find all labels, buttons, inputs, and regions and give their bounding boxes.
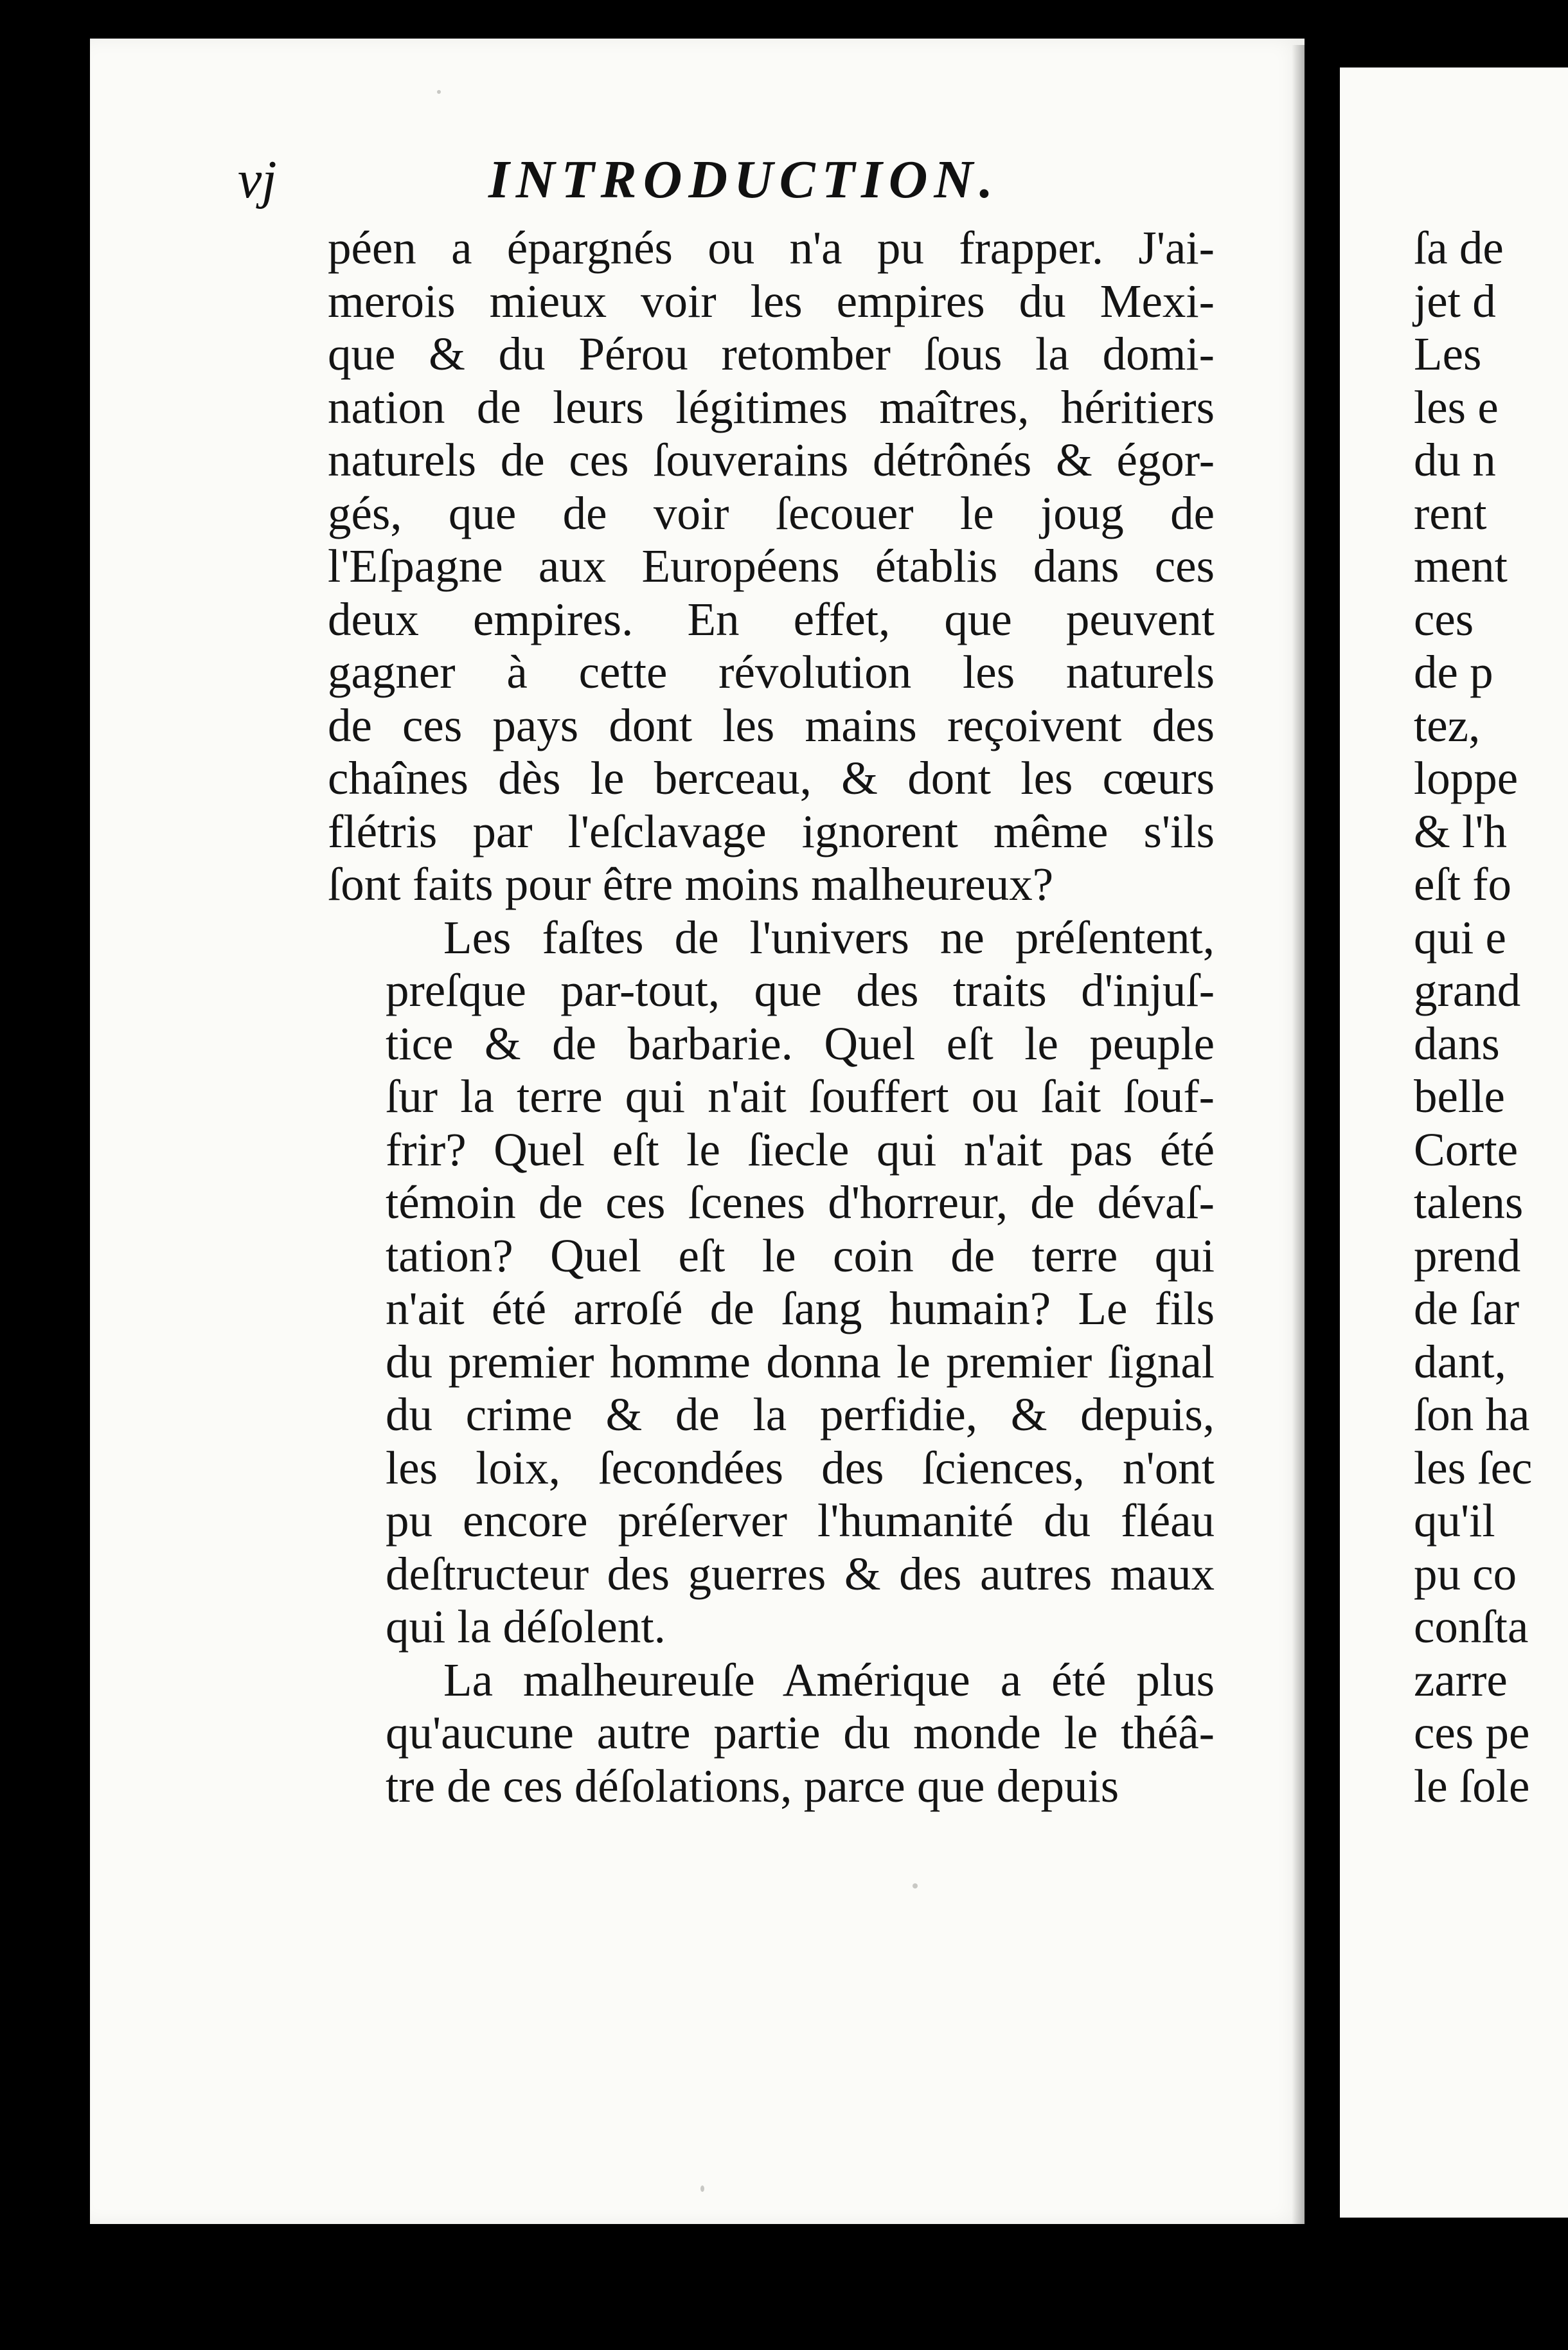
text-line-fragment: qu'il — [1414, 1494, 1495, 1547]
text-line: merois mieux voir les empires du Mexi- — [328, 274, 1215, 327]
paper-speck — [700, 2185, 704, 2192]
text-line: deux empires. En effet, que peuvent — [328, 593, 1215, 645]
text-line: tation? Quel eſt le coin de terre qui — [386, 1229, 1215, 1282]
text-line-fragment: ces pe — [1414, 1707, 1530, 1759]
text-line-fragment: & l'h — [1414, 805, 1507, 857]
text-line-fragment: Les — [1414, 328, 1482, 380]
text-line: que & du Pérou retomber ſous la domi- — [328, 328, 1215, 380]
right-page-body-text — [1414, 222, 1568, 1813]
text-line-fragment: du n — [1414, 434, 1496, 486]
text-line: n'ait été arroſé de ſang humain? Le fils — [386, 1282, 1215, 1334]
paper-speck — [437, 90, 441, 94]
text-line: gés, que de voir ſecouer le joug de — [328, 487, 1215, 539]
text-line-fragment: loppe — [1414, 752, 1519, 804]
text-line: pu encore préſerver l'humanité du fléau — [386, 1494, 1215, 1547]
text-line: qui la déſolent. — [386, 1601, 666, 1653]
text-line: du premier homme donna le premier ſignal — [386, 1335, 1215, 1388]
running-head — [238, 145, 1105, 215]
paragraph — [328, 222, 1215, 911]
text-line: ſur la terre qui n'ait ſouffert ou ſait ſouf- — [386, 1070, 1215, 1122]
text-line-fragment: les e — [1414, 381, 1499, 433]
text-line: témoin de ces ſcenes d'horreur, de dévaſ- — [386, 1176, 1215, 1228]
text-line-fragment: de p — [1414, 646, 1493, 698]
left-page-body-text — [328, 222, 1215, 1813]
text-line: flétris par l'eſclavage ignorent même s'ils — [328, 805, 1215, 857]
text-line: preſque par-tout, que des traits d'injuſ- — [386, 964, 1215, 1016]
text-line-fragment: eſt fo — [1414, 858, 1512, 910]
text-line: naturels de ces ſouverains détrônés & égor- — [328, 434, 1215, 486]
text-line-fragment: talens — [1414, 1176, 1524, 1228]
paper-speck — [913, 1883, 918, 1888]
text-line-fragment: Corte — [1414, 1123, 1519, 1176]
text-line: deſtructeur des guerres & des autres maux — [386, 1547, 1215, 1600]
page-gutter-shadow — [1292, 45, 1305, 2224]
text-line: chaînes dès le berceau, & dont les cœurs — [328, 752, 1215, 804]
text-line: péen a épargnés ou n'a pu frapper. J'ai- — [328, 222, 1215, 274]
text-line: La malheureuſe Amérique a été plus — [443, 1653, 1215, 1706]
text-line-fragment: tez, — [1414, 699, 1481, 751]
text-line: tice & de barbarie. Quel eſt le peuple — [386, 1017, 1215, 1070]
text-line-fragment: dant, — [1414, 1335, 1506, 1388]
text-line-fragment: ment — [1414, 540, 1508, 592]
text-line-fragment: grand — [1414, 964, 1521, 1016]
text-line-fragment: le ſole — [1414, 1759, 1530, 1812]
text-line-fragment: ſon ha — [1414, 1388, 1530, 1440]
text-line: les loix, ſecondées des ſciences, n'ont — [386, 1441, 1215, 1494]
text-line: de ces pays dont les mains reçoivent des — [328, 699, 1215, 751]
paragraph — [328, 1654, 1215, 1813]
text-line-fragment: dans — [1414, 1017, 1500, 1070]
text-line-fragment: conſta — [1414, 1601, 1529, 1653]
text-line-fragment: prend — [1414, 1229, 1521, 1282]
text-line: ſont faits pour être moins malheureux? — [328, 858, 1054, 910]
text-line-fragment: de ſar — [1414, 1282, 1520, 1334]
running-head-title: INTRODUCTION. — [488, 150, 1000, 210]
text-line-fragment: pu co — [1414, 1547, 1517, 1600]
text-line-fragment: belle — [1414, 1070, 1505, 1122]
text-line: du crime & de la perfidie, & depuis, — [386, 1388, 1215, 1440]
text-line: l'Eſpagne aux Européens établis dans ces — [328, 540, 1215, 592]
text-line-fragment: ces — [1414, 593, 1474, 645]
text-line-fragment: zarre — [1414, 1653, 1508, 1706]
text-line-fragment: qui e — [1414, 911, 1506, 964]
text-line: Les faſtes de l'univers ne préſentent, — [443, 911, 1215, 964]
paragraph — [328, 911, 1215, 1654]
text-line-fragment: jet d — [1414, 274, 1496, 327]
text-line: tre de ces déſolations, parce que depuis — [386, 1759, 1119, 1812]
text-line-fragment: les ſec — [1414, 1441, 1533, 1494]
page-number: vj — [238, 150, 277, 210]
text-line: qu'aucune autre partie du monde le théâ- — [386, 1707, 1215, 1759]
text-line-fragment: rent — [1414, 487, 1487, 539]
text-line: gagner à cette révolution les naturels — [328, 646, 1215, 698]
text-line: nation de leurs légitimes maîtres, héritiers — [328, 381, 1215, 433]
text-line-fragment: ſa de — [1414, 222, 1504, 274]
text-line: frir? Quel eſt le ſiecle qui n'ait pas été — [386, 1123, 1215, 1176]
